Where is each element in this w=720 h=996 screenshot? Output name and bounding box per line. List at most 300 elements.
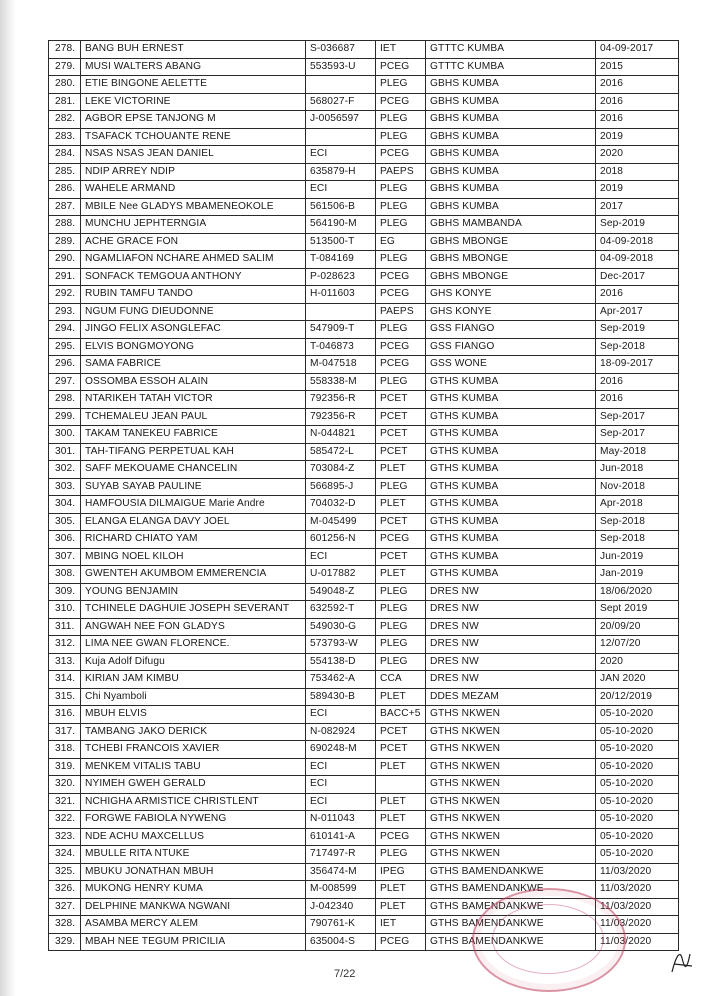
- cell-date: 2016: [596, 93, 679, 111]
- cell-name: FORGWE FABIOLA NYWENG: [81, 811, 306, 829]
- cell-no: 316.: [49, 706, 81, 724]
- cell-school: GTHS BAMENDANKWE: [426, 933, 596, 951]
- cell-matricule: 564190-M: [306, 216, 376, 234]
- cell-name: YOUNG BENJAMIN: [81, 583, 306, 601]
- cell-date: 2016: [596, 391, 679, 409]
- cell-school: DDES MEZAM: [426, 688, 596, 706]
- cell-date: Apr-2018: [596, 496, 679, 514]
- cell-school: GBHS KUMBA: [426, 198, 596, 216]
- cell-date: 05-10-2020: [596, 811, 679, 829]
- cell-no: 324.: [49, 846, 81, 864]
- cell-matricule: 561506-B: [306, 198, 376, 216]
- cell-matricule: 553593-U: [306, 58, 376, 76]
- cell-grade: PAEPS: [376, 303, 426, 321]
- cell-school: GTHS NKWEN: [426, 811, 596, 829]
- cell-grade: PLET: [376, 688, 426, 706]
- cell-no: 319.: [49, 758, 81, 776]
- cell-date: 11/03/2020: [596, 916, 679, 934]
- cell-name: NSAS NSAS JEAN DANIEL: [81, 146, 306, 164]
- cell-school: DRES NW: [426, 618, 596, 636]
- cell-grade: PLET: [376, 881, 426, 899]
- cell-matricule: N-011043: [306, 811, 376, 829]
- cell-no: 326.: [49, 881, 81, 899]
- cell-no: 288.: [49, 216, 81, 234]
- official-stamp: [472, 888, 626, 992]
- cell-name: TAH-TIFANG PERPETUAL KAH: [81, 443, 306, 461]
- cell-matricule: ECI: [306, 758, 376, 776]
- cell-no: 294.: [49, 321, 81, 339]
- cell-school: GTHS NKWEN: [426, 741, 596, 759]
- cell-date: Sep-2019: [596, 216, 679, 234]
- cell-name: NGAMLIAFON NCHARE AHMED SALIM: [81, 251, 306, 269]
- cell-name: MBUKU JONATHAN MBUH: [81, 863, 306, 881]
- cell-school: DRES NW: [426, 583, 596, 601]
- cell-grade: PLEG: [376, 128, 426, 146]
- cell-matricule: 635004-S: [306, 933, 376, 951]
- cell-date: JAN 2020: [596, 671, 679, 689]
- table-row: [49, 531, 679, 549]
- cell-no: 289.: [49, 233, 81, 251]
- cell-date: 04-09-2017: [596, 41, 679, 59]
- cell-matricule: 790761-K: [306, 916, 376, 934]
- cell-matricule: 690248-M: [306, 741, 376, 759]
- staff-table-body: [49, 41, 679, 951]
- cell-name: TCHEMALEU JEAN PAUL: [81, 408, 306, 426]
- cell-name: AGBOR EPSE TANJONG M: [81, 111, 306, 129]
- cell-school: GTHS NKWEN: [426, 828, 596, 846]
- cell-school: GBHS KUMBA: [426, 163, 596, 181]
- cell-no: 278.: [49, 41, 81, 59]
- cell-name: MUSI WALTERS ABANG: [81, 58, 306, 76]
- cell-no: 292.: [49, 286, 81, 304]
- cell-no: 303.: [49, 478, 81, 496]
- cell-date: Jun-2018: [596, 461, 679, 479]
- cell-no: 293.: [49, 303, 81, 321]
- cell-matricule: 554138-D: [306, 653, 376, 671]
- cell-matricule: P-028623: [306, 268, 376, 286]
- cell-date: 05-10-2020: [596, 828, 679, 846]
- cell-no: 287.: [49, 198, 81, 216]
- cell-grade: PCET: [376, 741, 426, 759]
- cell-matricule: 568027-F: [306, 93, 376, 111]
- table-row: [49, 793, 679, 811]
- cell-no: 315.: [49, 688, 81, 706]
- cell-school: GTHS KUMBA: [426, 373, 596, 391]
- cell-no: 317.: [49, 723, 81, 741]
- cell-no: 309.: [49, 583, 81, 601]
- cell-date: 11/03/2020: [596, 881, 679, 899]
- scan-edge-shadow: [0, 0, 16, 996]
- cell-grade: PCEG: [376, 933, 426, 951]
- cell-school: GBHS KUMBA: [426, 76, 596, 94]
- cell-school: GTHS BAMENDANKWE: [426, 881, 596, 899]
- cell-school: DRES NW: [426, 636, 596, 654]
- cell-matricule: ECI: [306, 706, 376, 724]
- cell-school: GTHS NKWEN: [426, 793, 596, 811]
- cell-no: 321.: [49, 793, 81, 811]
- cell-date: 11/03/2020: [596, 933, 679, 951]
- table-row: [49, 251, 679, 269]
- cell-no: 283.: [49, 128, 81, 146]
- cell-school: GTHS KUMBA: [426, 531, 596, 549]
- cell-matricule: T-084169: [306, 251, 376, 269]
- cell-no: 285.: [49, 163, 81, 181]
- cell-grade: PCET: [376, 548, 426, 566]
- cell-name: MENKEM VITALIS TABU: [81, 758, 306, 776]
- cell-no: 291.: [49, 268, 81, 286]
- cell-date: Sep-2018: [596, 531, 679, 549]
- cell-grade: PLEG: [376, 198, 426, 216]
- cell-grade: PCET: [376, 408, 426, 426]
- cell-no: 312.: [49, 636, 81, 654]
- cell-name: MBILE Nee GLADYS MBAMENEOKOLE: [81, 198, 306, 216]
- cell-date: 18-09-2017: [596, 356, 679, 374]
- cell-matricule: 549030-G: [306, 618, 376, 636]
- cell-grade: PLET: [376, 898, 426, 916]
- table-row: [49, 688, 679, 706]
- cell-name: OSSOMBA ESSOH ALAIN: [81, 373, 306, 391]
- cell-date: 05-10-2020: [596, 706, 679, 724]
- cell-date: 2015: [596, 58, 679, 76]
- table-row: [49, 618, 679, 636]
- cell-no: 295.: [49, 338, 81, 356]
- cell-no: 299.: [49, 408, 81, 426]
- cell-matricule: 635879-H: [306, 163, 376, 181]
- cell-grade: PAEPS: [376, 163, 426, 181]
- cell-date: 05-10-2020: [596, 793, 679, 811]
- cell-name: LEKE VICTORINE: [81, 93, 306, 111]
- table-row: [49, 303, 679, 321]
- cell-matricule: 753462-A: [306, 671, 376, 689]
- cell-name: ELANGA ELANGA DAVY JOEL: [81, 513, 306, 531]
- cell-matricule: [306, 128, 376, 146]
- cell-school: GTHS NKWEN: [426, 758, 596, 776]
- cell-matricule: 703084-Z: [306, 461, 376, 479]
- cell-grade: CCA: [376, 671, 426, 689]
- cell-grade: PCEG: [376, 268, 426, 286]
- table-row: [49, 373, 679, 391]
- cell-matricule: 513500-T: [306, 233, 376, 251]
- cell-school: DRES NW: [426, 601, 596, 619]
- cell-name: MUKONG HENRY KUMA: [81, 881, 306, 899]
- cell-no: 323.: [49, 828, 81, 846]
- cell-grade: PLEG: [376, 636, 426, 654]
- cell-name: NGUM FUNG DIEUDONNE: [81, 303, 306, 321]
- cell-date: 2019: [596, 128, 679, 146]
- cell-matricule: 704032-D: [306, 496, 376, 514]
- cell-no: 318.: [49, 741, 81, 759]
- cell-date: 2016: [596, 373, 679, 391]
- cell-name: ELVIS BONGMOYONG: [81, 338, 306, 356]
- cell-grade: PCEG: [376, 286, 426, 304]
- cell-date: 18/06/2020: [596, 583, 679, 601]
- table-row: [49, 461, 679, 479]
- table-row: [49, 723, 679, 741]
- cell-school: GTHS NKWEN: [426, 723, 596, 741]
- page-number: 7/22: [334, 968, 356, 980]
- cell-school: GTHS KUMBA: [426, 408, 596, 426]
- cell-name: RUBIN TAMFU TANDO: [81, 286, 306, 304]
- cell-name: ANGWAH NEE FON GLADYS: [81, 618, 306, 636]
- table-row: [49, 181, 679, 199]
- table-row: [49, 408, 679, 426]
- cell-grade: PLET: [376, 496, 426, 514]
- cell-school: GBHS KUMBA: [426, 181, 596, 199]
- cell-name: TCHINELE DAGHUIE JOSEPH SEVERANT: [81, 601, 306, 619]
- cell-date: 2016: [596, 111, 679, 129]
- table-row: [49, 93, 679, 111]
- table-row: [49, 846, 679, 864]
- cell-grade: PLEG: [376, 373, 426, 391]
- table-row: [49, 636, 679, 654]
- cell-grade: PCET: [376, 426, 426, 444]
- cell-date: 04-09-2018: [596, 251, 679, 269]
- cell-date: Sep-2019: [596, 321, 679, 339]
- cell-grade: PCEG: [376, 93, 426, 111]
- table-row: [49, 163, 679, 181]
- cell-grade: PCEG: [376, 828, 426, 846]
- cell-name: MBUH ELVIS: [81, 706, 306, 724]
- cell-date: 05-10-2020: [596, 741, 679, 759]
- cell-school: GBHS MBONGE: [426, 251, 596, 269]
- cell-name: NYIMEH GWEH GERALD: [81, 776, 306, 794]
- cell-grade: BACC+5: [376, 706, 426, 724]
- table-row: [49, 758, 679, 776]
- cell-grade: PLEG: [376, 251, 426, 269]
- cell-matricule: M-047518: [306, 356, 376, 374]
- cell-date: 05-10-2020: [596, 846, 679, 864]
- cell-date: Sep-2017: [596, 408, 679, 426]
- cell-date: 20/09/20: [596, 618, 679, 636]
- cell-school: GTHS KUMBA: [426, 443, 596, 461]
- cell-no: 301.: [49, 443, 81, 461]
- table-row: [49, 356, 679, 374]
- cell-date: 2020: [596, 653, 679, 671]
- cell-name: MBULLE RITA NTUKE: [81, 846, 306, 864]
- cell-no: 308.: [49, 566, 81, 584]
- cell-school: GTHS BAMENDANKWE: [426, 863, 596, 881]
- cell-school: GTTTC KUMBA: [426, 41, 596, 59]
- cell-school: GHS KONYE: [426, 286, 596, 304]
- cell-name: HAMFOUSIA DILMAIGUE Marie Andre: [81, 496, 306, 514]
- cell-school: GHS KONYE: [426, 303, 596, 321]
- table-row: [49, 426, 679, 444]
- cell-school: GTHS KUMBA: [426, 461, 596, 479]
- cell-grade: PCET: [376, 513, 426, 531]
- cell-date: 05-10-2020: [596, 758, 679, 776]
- cell-date: 05-10-2020: [596, 776, 679, 794]
- cell-no: 279.: [49, 58, 81, 76]
- cell-matricule: 356474-M: [306, 863, 376, 881]
- cell-date: Sept 2019: [596, 601, 679, 619]
- cell-name: Chi Nyamboli: [81, 688, 306, 706]
- cell-matricule: ECI: [306, 776, 376, 794]
- cell-name: MBAH NEE TEGUM PRICILIA: [81, 933, 306, 951]
- cell-matricule: 547909-T: [306, 321, 376, 339]
- table-row: [49, 198, 679, 216]
- cell-grade: PCET: [376, 443, 426, 461]
- cell-school: GTHS BAMENDANKWE: [426, 916, 596, 934]
- cell-school: GTHS KUMBA: [426, 478, 596, 496]
- cell-matricule: ECI: [306, 181, 376, 199]
- cell-matricule: U-017882: [306, 566, 376, 584]
- cell-name: NDIP ARREY NDIP: [81, 163, 306, 181]
- cell-name: DELPHINE MANKWA NGWANI: [81, 898, 306, 916]
- table-row: [49, 41, 679, 59]
- cell-matricule: 573793-W: [306, 636, 376, 654]
- cell-date: 05-10-2020: [596, 723, 679, 741]
- cell-no: 329.: [49, 933, 81, 951]
- table-row: [49, 128, 679, 146]
- cell-date: 2018: [596, 163, 679, 181]
- cell-matricule: S-036687: [306, 41, 376, 59]
- cell-name: TAKAM TANEKEU FABRICE: [81, 426, 306, 444]
- table-row: [49, 233, 679, 251]
- cell-date: 12/07/20: [596, 636, 679, 654]
- cell-date: 2016: [596, 286, 679, 304]
- cell-school: DRES NW: [426, 671, 596, 689]
- cell-name: RICHARD CHIATO YAM: [81, 531, 306, 549]
- cell-name: Kuja Adolf Difugu: [81, 653, 306, 671]
- cell-no: 297.: [49, 373, 81, 391]
- cell-name: SAFF MEKOUAME CHANCELIN: [81, 461, 306, 479]
- table-row: [49, 548, 679, 566]
- cell-grade: PLEG: [376, 181, 426, 199]
- cell-school: GBHS KUMBA: [426, 128, 596, 146]
- cell-matricule: J-042340: [306, 898, 376, 916]
- table-row: [49, 653, 679, 671]
- cell-matricule: [306, 303, 376, 321]
- cell-date: 2016: [596, 76, 679, 94]
- cell-grade: PLET: [376, 811, 426, 829]
- table-row: [49, 391, 679, 409]
- cell-grade: PLEG: [376, 478, 426, 496]
- cell-no: 282.: [49, 111, 81, 129]
- table-row: [49, 443, 679, 461]
- cell-matricule: 589430-B: [306, 688, 376, 706]
- cell-matricule: 610141-A: [306, 828, 376, 846]
- cell-grade: PLEG: [376, 321, 426, 339]
- cell-name: TSAFACK TCHOUANTE RENE: [81, 128, 306, 146]
- cell-name: ACHE GRACE FON: [81, 233, 306, 251]
- table-row: [49, 496, 679, 514]
- cell-matricule: 717497-R: [306, 846, 376, 864]
- cell-school: GBHS MAMBANDA: [426, 216, 596, 234]
- cell-no: 320.: [49, 776, 81, 794]
- cell-grade: PLEG: [376, 583, 426, 601]
- cell-school: GTHS KUMBA: [426, 391, 596, 409]
- cell-name: SUYAB SAYAB PAULINE: [81, 478, 306, 496]
- cell-matricule: 632592-T: [306, 601, 376, 619]
- cell-no: 284.: [49, 146, 81, 164]
- cell-school: GTHS KUMBA: [426, 548, 596, 566]
- cell-grade: PLEG: [376, 653, 426, 671]
- cell-grade: PLEG: [376, 111, 426, 129]
- cell-date: 2020: [596, 146, 679, 164]
- table-row: [49, 76, 679, 94]
- table-row: [49, 111, 679, 129]
- cell-school: GTHS KUMBA: [426, 566, 596, 584]
- cell-grade: PCEG: [376, 58, 426, 76]
- cell-grade: PLEG: [376, 76, 426, 94]
- cell-grade: PLET: [376, 793, 426, 811]
- table-row: [49, 321, 679, 339]
- cell-no: 298.: [49, 391, 81, 409]
- cell-grade: PLET: [376, 461, 426, 479]
- cell-no: 300.: [49, 426, 81, 444]
- cell-grade: PCEG: [376, 146, 426, 164]
- cell-grade: PCEG: [376, 531, 426, 549]
- cell-name: ETIE BINGONE AELETTE: [81, 76, 306, 94]
- cell-matricule: ECI: [306, 146, 376, 164]
- cell-date: 11/03/2020: [596, 898, 679, 916]
- cell-date: May-2018: [596, 443, 679, 461]
- cell-matricule: 792356-R: [306, 408, 376, 426]
- cell-matricule: T-046873: [306, 338, 376, 356]
- cell-name: BANG BUH ERNEST: [81, 41, 306, 59]
- cell-name: NDE ACHU MAXCELLUS: [81, 828, 306, 846]
- cell-no: 286.: [49, 181, 81, 199]
- cell-no: 328.: [49, 916, 81, 934]
- cell-school: GSS FIANGO: [426, 321, 596, 339]
- cell-name: MUNCHU JEPHTERNGIA: [81, 216, 306, 234]
- cell-matricule: ECI: [306, 548, 376, 566]
- cell-school: GBHS KUMBA: [426, 111, 596, 129]
- cell-grade: PLET: [376, 566, 426, 584]
- cell-matricule: H-011603: [306, 286, 376, 304]
- table-row: [49, 146, 679, 164]
- cell-grade: PLET: [376, 758, 426, 776]
- cell-grade: IPEG: [376, 863, 426, 881]
- cell-grade: IET: [376, 41, 426, 59]
- cell-school: GSS FIANGO: [426, 338, 596, 356]
- cell-name: SAMA FABRICE: [81, 356, 306, 374]
- table-row: [49, 583, 679, 601]
- cell-date: Jan-2019: [596, 566, 679, 584]
- staff-list-sheet: [48, 40, 678, 951]
- cell-school: GBHS MBONGE: [426, 233, 596, 251]
- cell-grade: PCEG: [376, 338, 426, 356]
- cell-grade: PLEG: [376, 601, 426, 619]
- cell-school: GTHS NKWEN: [426, 776, 596, 794]
- cell-date: Sep-2017: [596, 426, 679, 444]
- cell-date: 2019: [596, 181, 679, 199]
- cell-no: 313.: [49, 653, 81, 671]
- cell-matricule: 601256-N: [306, 531, 376, 549]
- cell-no: 325.: [49, 863, 81, 881]
- cell-no: 305.: [49, 513, 81, 531]
- cell-name: JINGO FELIX ASONGLEFAC: [81, 321, 306, 339]
- cell-school: GTHS KUMBA: [426, 496, 596, 514]
- table-row: [49, 286, 679, 304]
- cell-grade: PLEG: [376, 216, 426, 234]
- cell-name: NCHIGHA ARMISTICE CHRISTLENT: [81, 793, 306, 811]
- cell-name: ASAMBA MERCY ALEM: [81, 916, 306, 934]
- cell-school: GSS WONE: [426, 356, 596, 374]
- cell-grade: PLEG: [376, 618, 426, 636]
- cell-matricule: 566895-J: [306, 478, 376, 496]
- cell-matricule: 549048-Z: [306, 583, 376, 601]
- cell-name: NTARIKEH TATAH VICTOR: [81, 391, 306, 409]
- table-row: [49, 671, 679, 689]
- cell-no: 322.: [49, 811, 81, 829]
- cell-school: GBHS KUMBA: [426, 93, 596, 111]
- cell-school: GTTTC KUMBA: [426, 58, 596, 76]
- cell-matricule: M-008599: [306, 881, 376, 899]
- cell-name: TAMBANG JAKO DERICK: [81, 723, 306, 741]
- cell-matricule: M-045499: [306, 513, 376, 531]
- cell-grade: IET: [376, 916, 426, 934]
